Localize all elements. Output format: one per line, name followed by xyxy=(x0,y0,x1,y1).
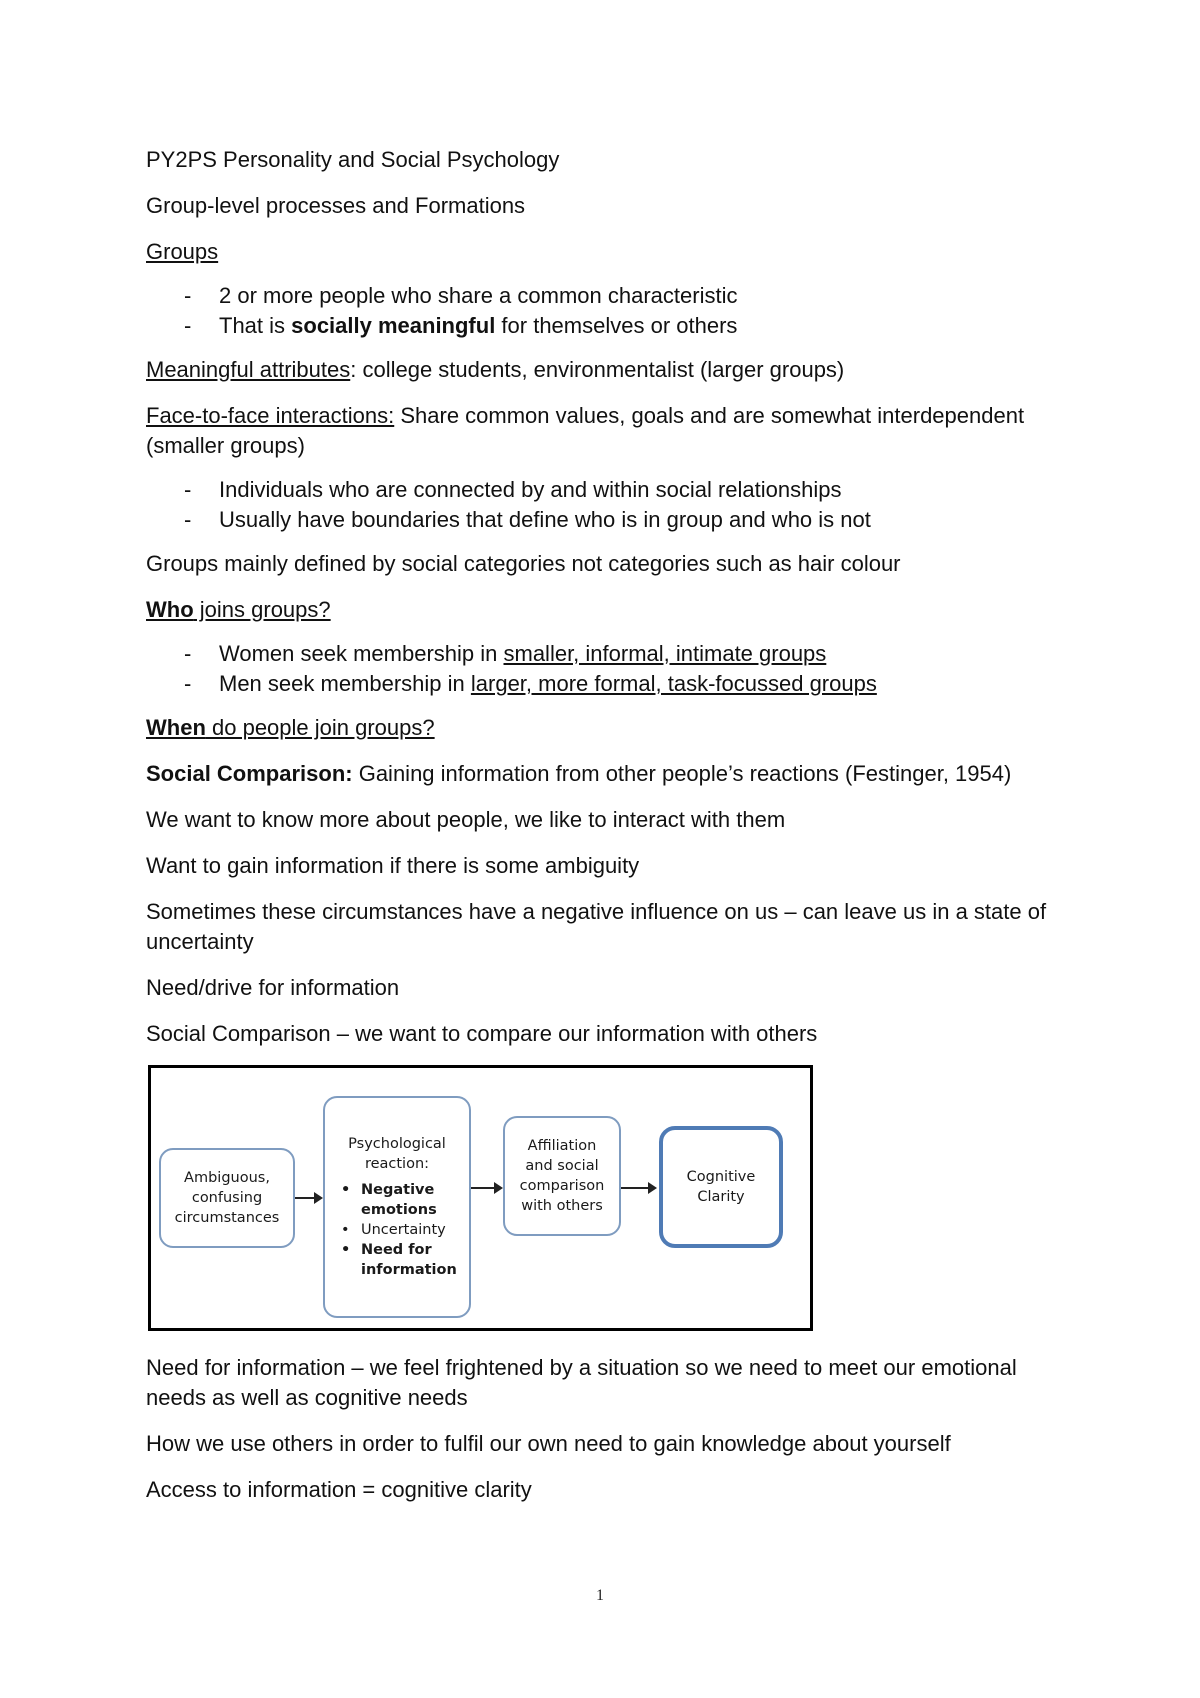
list-item: - Men seek membership in larger, more formal, task-focussed groups xyxy=(146,669,1076,699)
paragraph: Sometimes these circumstances have a negative influence on us – can leave us in a state of uncertainty xyxy=(146,899,1047,954)
when-heading: When do people join groups? xyxy=(146,715,435,740)
paragraph: Social Comparison – we want to compare our information with others xyxy=(146,1021,818,1046)
diagram-box-psychological: Psychological reaction: • Negative emotions • Uncertainty • Need for information xyxy=(323,1096,471,1318)
paragraph: Need for information – we feel frightened by a situation so we need to meet our emotional needs as well as cognitive needs xyxy=(146,1355,1017,1410)
groups-heading: Groups xyxy=(146,239,219,264)
paragraph: How we use others in order to fulfil our own need to gain knowledge about yourself xyxy=(146,1431,951,1456)
page-number: 1 xyxy=(596,1587,604,1604)
diagram-box-cognitive-clarity: Cognitive Clarity xyxy=(659,1126,783,1248)
who-list xyxy=(146,639,1076,699)
paragraph: Access to information = cognitive clarity xyxy=(146,1477,532,1502)
face-to-face: Face-to-face interactions: Share common values, goals and are somewhat interdependent (smaller groups) xyxy=(146,403,1025,458)
list-item: - Individuals who are connected by and within social relationships xyxy=(146,475,1076,505)
list-item: • Negative emotions xyxy=(329,1180,465,1220)
flow-diagram xyxy=(148,1065,813,1331)
groups-defined: Groups mainly defined by social categories not categories such as hair colour xyxy=(146,551,901,576)
arrow-icon xyxy=(621,1187,655,1189)
arrow-icon xyxy=(295,1197,321,1199)
who-heading: Who joins groups? xyxy=(146,597,331,622)
groups-list xyxy=(146,281,1076,341)
paragraph: We want to know more about people, we like to interact with them xyxy=(146,807,786,832)
doc-subtitle: Group-level processes and Formations xyxy=(146,193,526,218)
diagram-box-ambiguous: Ambiguous, confusing circumstances xyxy=(159,1148,295,1248)
paragraph: Need/drive for information xyxy=(146,975,400,1000)
psych-reaction-list xyxy=(329,1180,465,1280)
paragraph: Want to gain information if there is some ambiguity xyxy=(146,853,640,878)
document-page xyxy=(146,145,1076,1521)
doc-title: PY2PS Personality and Social Psychology xyxy=(146,147,560,172)
list-item: - Women seek membership in smaller, informal, intimate groups xyxy=(146,639,1076,669)
face-list xyxy=(146,475,1076,535)
meaningful-attributes: Meaningful attributes: college students, environmentalist (larger groups) xyxy=(146,357,845,382)
social-comparison-def: Social Comparison: Gaining information from other people’s reactions (Festinger, 1954) xyxy=(146,761,1012,786)
list-item: - Usually have boundaries that define who is in group and who is not xyxy=(146,505,1076,535)
diagram-box-affiliation: Affiliation and social comparison with others xyxy=(503,1116,621,1236)
list-item: - 2 or more people who share a common characteristic xyxy=(146,281,1076,311)
list-item: - That is socially meaningful for themselves or others xyxy=(146,311,1076,341)
list-item: • Uncertainty xyxy=(329,1220,465,1240)
list-item: • Need for information xyxy=(329,1240,465,1280)
arrow-icon xyxy=(471,1187,501,1189)
